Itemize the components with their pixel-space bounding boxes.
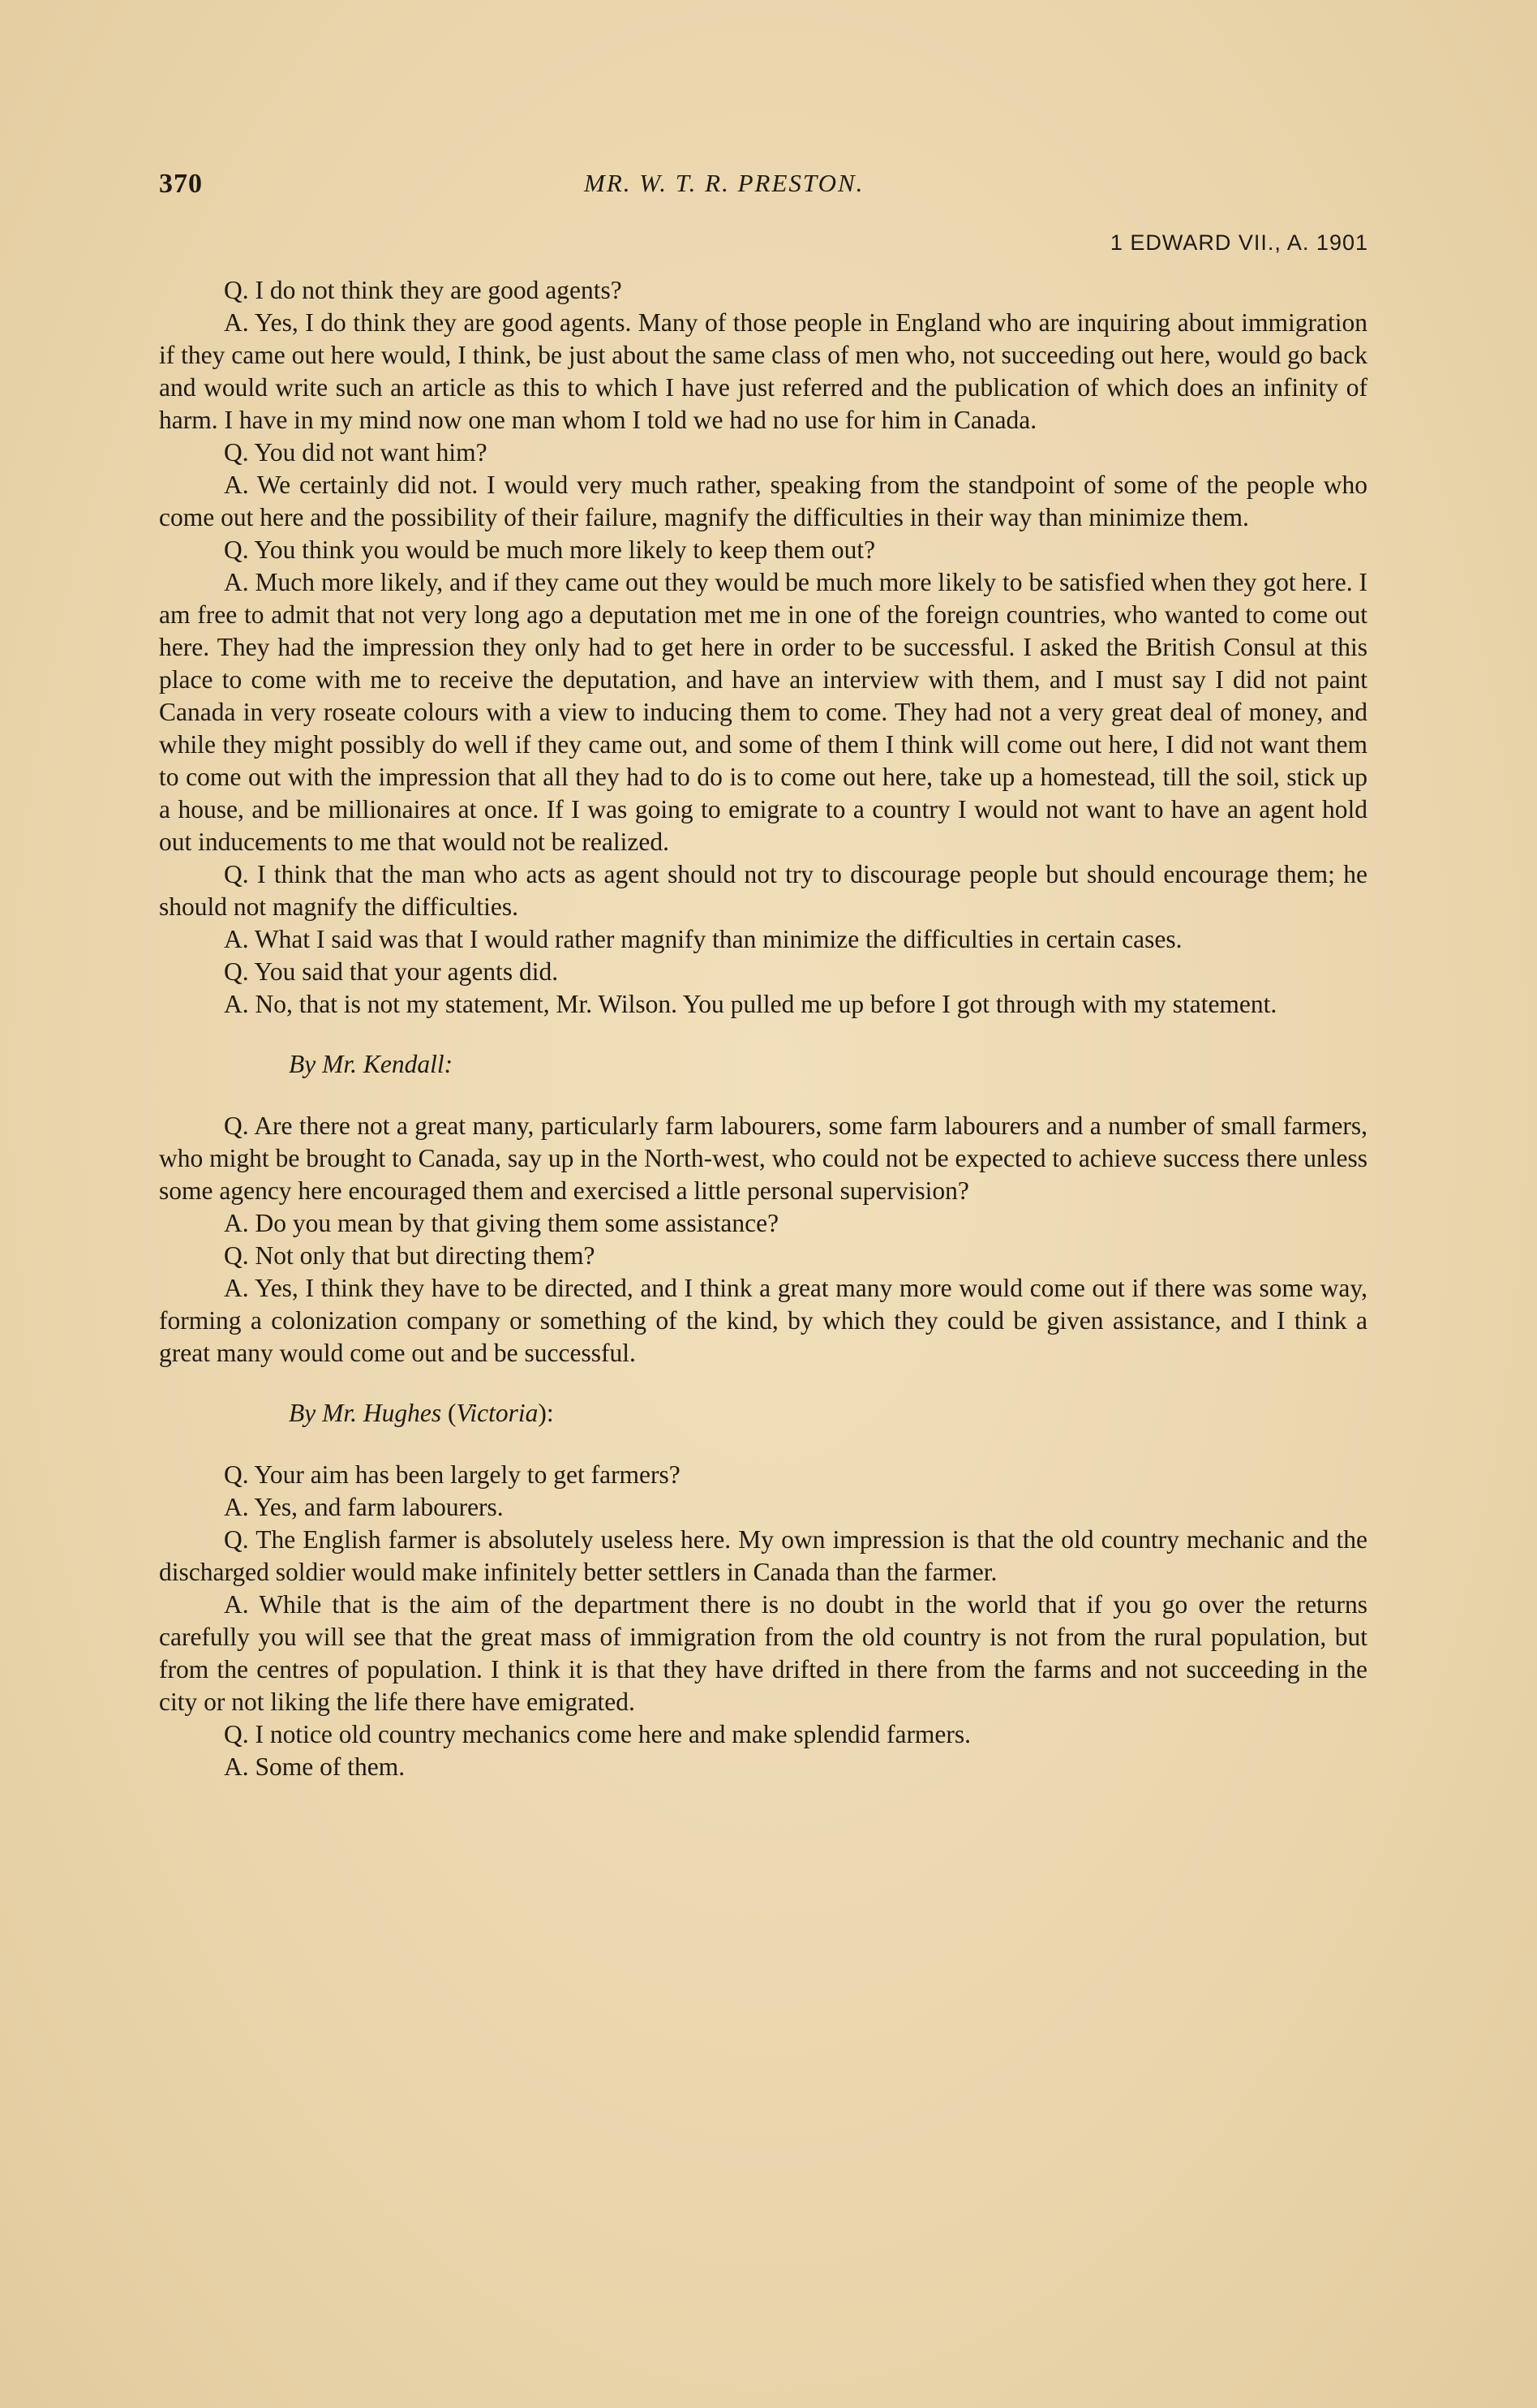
paragraph: A. Yes, I think they have to be directed, and I think a great many more would come out if there was some way, forming a colonization company or something of the kind, by which they could be given assistance, and I think a great many would come out and be successful.	[159, 1274, 1367, 1367]
paragraph: Q. I notice old country mechanics come here and make splendid farmers.	[224, 1720, 972, 1748]
paragraph: A. What I said was that I would rather magnify than minimize the difficulties in certain cases.	[224, 925, 1183, 953]
paragraph: A. While that is the aim of the department there is no doubt in the world that if you go over the returns carefully you will see that the great mass of immigration from the old country is not from the rural population, but from the centres of population. I think it is that they have drifted in there from the farms and not succeeding in the city or not liking the life there have emigrated.	[159, 1590, 1367, 1716]
paragraph: A. Do you mean by that giving them some assistance?	[224, 1209, 779, 1237]
testimony-body	[159, 274, 1367, 1783]
paragraph: Q. You did not want him?	[224, 438, 487, 467]
paragraph: A. No, that is not my statement, Mr. Wilson. You pulled me up before I got through with my statement.	[224, 990, 1277, 1018]
paragraph: A. Yes, I do think they are good agents. Many of those people in England who are inquiring about immigration if they came out here would, I think, be just about the same class of men who, not succeeding out here, would go back and would write such an article as this to which I have just referred and the publication of which does an infinity of harm. I have in my mind now one man whom I told we had no use for him in Canada.	[159, 308, 1367, 434]
page-number: 370	[159, 169, 203, 199]
running-title: MR. W. T. R. PRESTON.	[584, 169, 865, 197]
open-paren: (	[447, 1399, 457, 1427]
paragraph: Q. The English farmer is absolutely useless here. My own impression is that the old country mechanic and the discharged soldier would make infinitely better settlers in Canada than the farmer.	[159, 1525, 1367, 1586]
paragraph: Q. Are there not a great many, particularly farm labourers, some farm labourers and a number of small farmers, who might be brought to Canada, say up in the North-west, who could not be expected to achieve success there unless some agency here encouraged them and exercised a little personal supervision?	[159, 1112, 1367, 1205]
paragraph: Q. You said that your agents did.	[224, 957, 559, 986]
speaker-heading-kendall: By Mr. Kendall:	[289, 1050, 453, 1078]
paragraph: Q. Your aim has been largely to get farmers?	[224, 1460, 680, 1489]
speaker-name: By Mr. Hughes	[289, 1399, 442, 1427]
paragraph: A. Much more likely, and if they came out they would be much more likely to be satisfied when they got here. I am free to admit that not very long ago a deputation met me in one of the foreign countries, who wanted to come out here. They had the impression they only had to get here in order to be successful. I asked the British Consul at this place to come with me to receive the deputation, and have an interview with them, and I must say I did not paint Canada in very roseate colours with a view to inducing them to come. They had not a very great deal of money, and while they might possibly do well if they came out, and some of them I think will come out here, I did not want them to come out with the impression that all they had to do is to come out here, take up a homestead, till the soil, stick up a house, and be millionaires at once. If I was going to emigrate to a country I would not want to have an agent hold out inducements to me that would not be realized.	[159, 568, 1367, 856]
paragraph: A. Some of them.	[224, 1752, 406, 1781]
speaker-riding: Victoria	[456, 1399, 539, 1427]
speaker-heading-hughes	[159, 1397, 1367, 1430]
paragraph: A. Yes, and farm labourers.	[224, 1493, 504, 1521]
paragraph: Q. I do not think they are good agents?	[224, 276, 622, 304]
paragraph: Q. You think you would be much more likely to keep them out?	[224, 535, 876, 564]
paragraph: Q. Not only that but directing them?	[224, 1241, 595, 1270]
close-paren: ):	[538, 1399, 554, 1427]
paragraph: Q. I think that the man who acts as agent should not try to discourage people but should encourage them; he should not magnify the difficulties.	[159, 860, 1367, 921]
paragraph: A. We certainly did not. I would very much rather, speaking from the standpoint of some of the people who come out here and the possibility of their failure, magnify the difficulties in their way than minimize them.	[159, 471, 1367, 531]
session-reference: 1 EDWARD VII., A. 1901	[1110, 230, 1368, 255]
